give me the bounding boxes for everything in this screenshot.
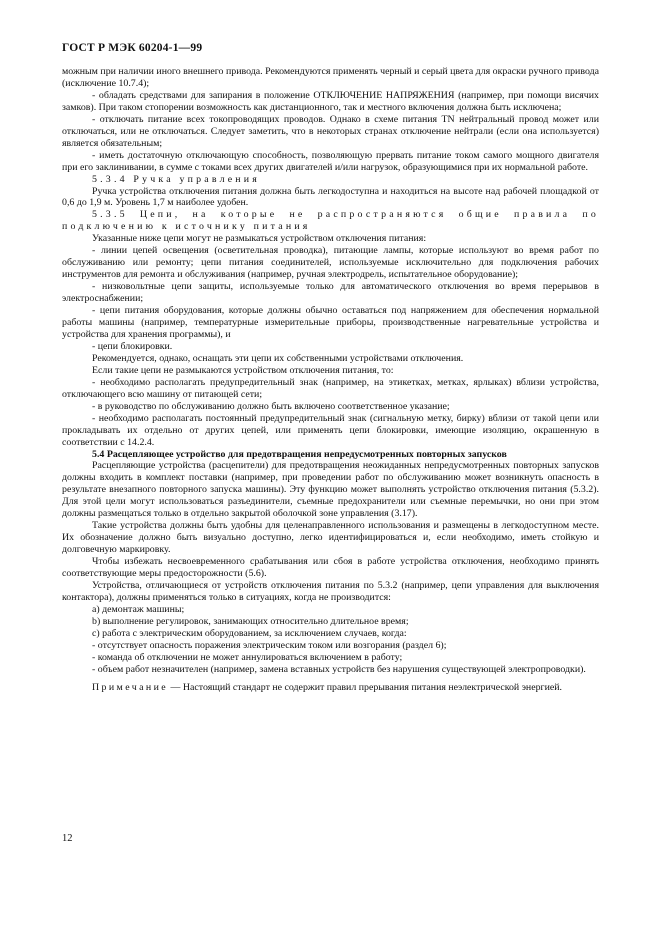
list-item: - иметь достаточную отключающую способность, позволяющую прервать питание током самого мощного двигателя при его заклинивании, в сумме с токами всех других двигателей и/или нагрузок, образующимися при их нормальной работе. [62, 149, 599, 173]
list-item: c) работа с электрическим оборудованием, за исключением случаев, когда: [92, 627, 407, 639]
paragraph: Если такие цепи не размыкаются устройством отключения питания, то: [92, 364, 394, 376]
list-item: - линии цепей освещения (осветительная проводка), питающие лампы, которые используют во время работ по обслуживанию или ремонту; цепи питания соединителей, используемые исключительно для подключения рабочих инструментов для ремонта и обслуживания (например, ручная электродрель, испытательное оборудование); [62, 245, 599, 281]
list-item: - низковольтные цепи защиты, используемые только для автоматического отключения во время перерывов в электроснабжении; [62, 281, 599, 305]
paragraph: Ручка устройства отключения питания должна быть легкодоступна и находиться на высоте над рабочей площадкой от 0,6 до 1,9 м. Уровень 1,7 м наиболее удобен. [62, 185, 599, 209]
note-text: — Настоящий стандарт не содержит правил прерывания питания неэлектрической энергией. [168, 681, 563, 693]
section-heading-5-3-4: 5.3.4 Ручка управления [92, 173, 261, 185]
paragraph: Рекомендуется, однако, оснащать эти цепи их собственными устройствами отключения. [92, 352, 464, 364]
page-header: ГОСТ Р МЭК 60204-1—99 [62, 42, 203, 54]
list-item: - цепи блокировки. [92, 340, 173, 352]
list-item: - цепи питания оборудования, которые должны обычно оставаться под напряжением для обеспечения нормальной работы машины (например, температурные измерительные приборы, производственные нагревательные устройства и устройства для хранения программы), и [62, 305, 599, 340]
list-item: - команда об отключении не может аннулироваться включением в работу; [92, 651, 403, 663]
paragraph: Чтобы избежать несвоевременного срабатывания или сбоя в работе устройства отключения, необходимо принять соответствующие меры предосторожности (5.6). [62, 556, 599, 580]
section-heading-5-4: 5.4 Расцепляющее устройство для предотвращения непредусмотренных повторных запусков [92, 448, 507, 460]
paragraph: Расцепляющие устройства (расцепители) для предотвращения неожиданных непредусмотренных повторных запусков должны входить в комплект поставки (например, при проведении работ по обслуживанию может возникнуть опасность в результате внезапного повторного запуска машины). Эту функцию может выполнять устройство отключения питания (5.3.2). Для этой цели могут использоваться разъединители, съемные предохранители или съемные перемычки, но они при этом должны размещаться только в отдельно закрытой оболочкой зоне управления (3.17). [62, 460, 599, 520]
section-heading-5-3-5: 5.3.5 Цепи, на которые не распространяются общие правила по подключению к источнику питания [62, 209, 599, 233]
list-item: - отсутствует опасность поражения электрическим током или возгорания (раздел 6); [92, 639, 447, 651]
list-item: - обладать средствами для запирания в положение ОТКЛЮЧЕНИЕ НАПРЯЖЕНИЯ (например, при помощи висячих замков). При таком стопорении возможность как дистанционного, так и местного включения должна быть исключена; [62, 89, 599, 113]
list-item: - отключать питание всех токопроводящих проводов. Однако в схеме питания TN нейтральный провод может или отключаться, или не отключаться. Следует заметить, что в некоторых странах отключение нейтрали (если она используется) является обязательным; [62, 113, 599, 149]
paragraph: Устройства, отличающиеся от устройств отключения питания по 5.3.2 (например, цепи управления для выключения контактора), должны применяться только в ситуациях, когда не производится: [62, 579, 599, 603]
note [62, 682, 599, 694]
list-item: - необходимо располагать постоянный предупредительный знак (сигнальную метку, бирку) вблизи от такой цепи или прокладывать их отдельно от других цепей, или применять цепи блокировки, имеющие изоляцию, окрашенную в соответствии с 14.2.4. [62, 412, 599, 448]
paragraph: Такие устройства должны быть удобны для целенаправленного использования и размещены в легкодоступном месте. Их обозначение должно быть визуально доступно, легко идентифицироваться и, если необходимо, иметь стойкую и долговечную маркировку. [62, 520, 599, 556]
paragraph: Указанные ниже цепи могут не размыкаться устройством отключения питания: [92, 233, 427, 245]
list-item: - объем работ незначителен (например, замена вставных устройств без нарушения существующей электропроводки). [92, 663, 586, 675]
list-item: - необходимо располагать предупредительный знак (например, на этикетках, метках, ярлыках) вблизи устройства, отключающего всю машину от питающей сети; [62, 376, 599, 400]
list-item: a) демонтаж машины; [92, 603, 185, 615]
paragraph: можным при наличии иного внешнего привода. Рекомендуются применять черный и серый цвета для окраски ручного привода (исключение 10.7.4); [62, 66, 599, 89]
list-item: b) выполнение регулировок, занимающих относительно длительное время; [92, 615, 409, 627]
note-label: Примечание [92, 681, 169, 693]
list-item: - в руководство по обслуживанию должно быть включено соответственное указание; [92, 400, 450, 412]
page-number: 12 [62, 833, 73, 844]
page-body [62, 66, 599, 694]
